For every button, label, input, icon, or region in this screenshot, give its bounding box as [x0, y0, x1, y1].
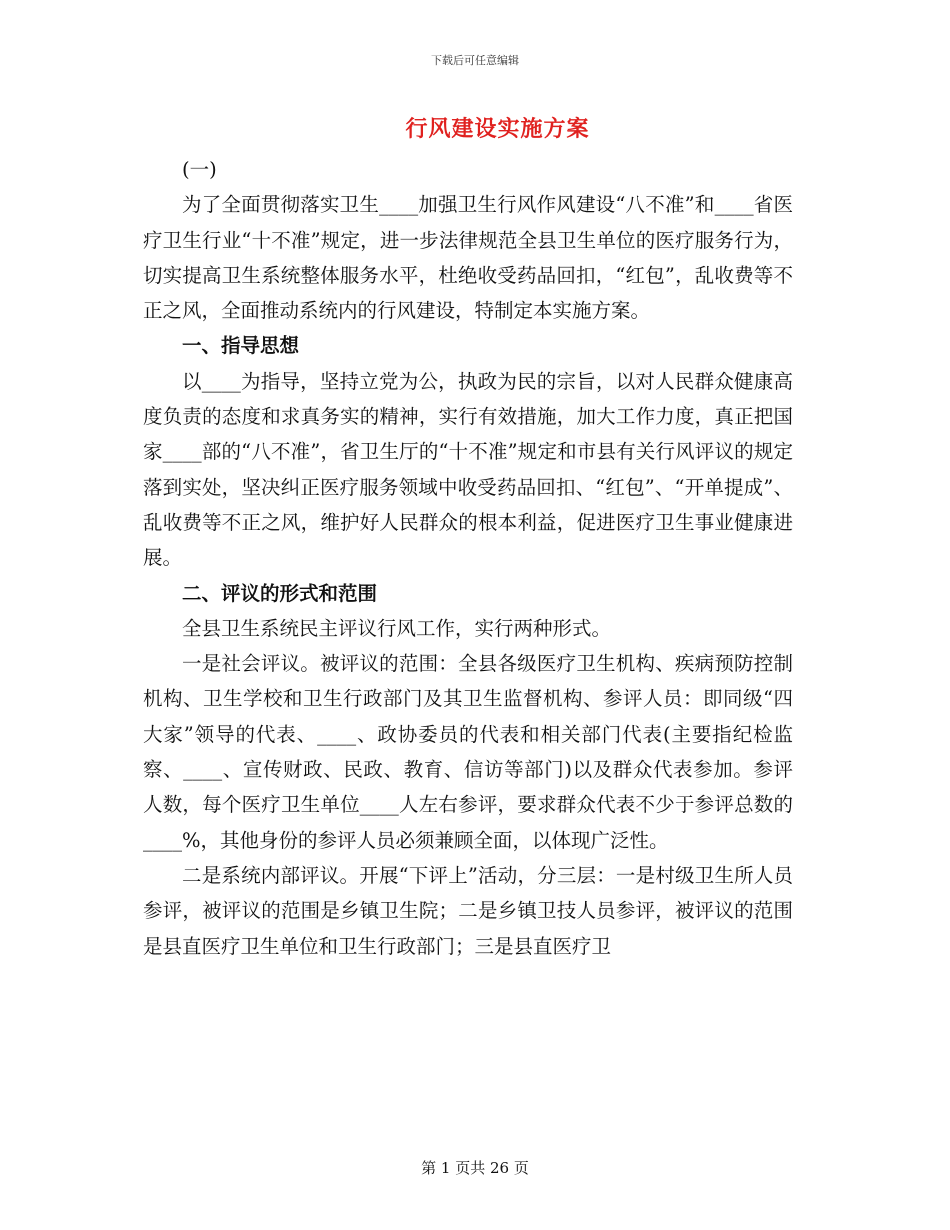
section-one-label: (一) [182, 158, 217, 181]
heading-guiding-ideology: 一、指导思想 [182, 334, 300, 358]
guiding-paragraph: 以____为指导，坚持立党为公，执政为民的宗旨，以对人民群众健康高度负责的态度和求真务实的精神，实行有效措施，加大工作力度，真正把国家____部的“八不准”，省卫生厅的“十不准”规定和市县有关行风评议的规定落到实处，坚决纠正医疗服务领域中收受药品回扣、“红包”、“开单提成”、乱收费等不正之风，维护好人民群众的根本利益，促进医疗卫生事业健康进展。 [143, 369, 793, 570]
page-header-note: 下载后可任意编辑 [431, 54, 519, 67]
internal-evaluation-paragraph: 二是系统内部评议。开展“下评上”活动，分三层：一是村级卫生所人员参评，被评议的范围是乡镇卫生院；二是乡镇卫技人员参评，被评议的范围是县直医疗卫生单位和卫生行政部门；三是县直医疗卫 [143, 863, 793, 958]
forms-paragraph: 全县卫生系统民主评议行风工作，实行两种形式。 [182, 616, 612, 640]
document-title: 行风建设实施方案 [405, 116, 590, 142]
social-evaluation-paragraph: 一是社会评议。被评议的范围：全县各级医疗卫生机构、疾病预防控制机构、卫生学校和卫生行政部门及其卫生监督机构、参评人员：即同级“四大家”领导的代表、____、政协委员的代表和相关部门代表(主要指纪检监察、____、宣传财政、民政、教育、信访等部门)以及群众代表参加。参评人数，每个医疗卫生单位____人左右参评，要求群众代表不少于参评总数的____%，其他身份的参评人员必须兼顾全面，以体现广泛性。 [143, 652, 793, 852]
page-footer: 第 1 页共 26 页 [421, 1159, 529, 1177]
intro-paragraph: 为了全面贯彻落实卫生____加强卫生行风作风建设“八不准”和____省医疗卫生行业“十不准”规定，进一步法律规范全县卫生单位的医疗服务行为，切实提高卫生系统整体服务水平，杜绝收受药品回扣，“红包”，乱收费等不正之风，全面推动系统内的行风建设，特制定本实施方案。 [143, 193, 793, 323]
heading-form-and-scope: 二、评议的形式和范围 [182, 581, 378, 605]
document-body [143, 152, 793, 964]
